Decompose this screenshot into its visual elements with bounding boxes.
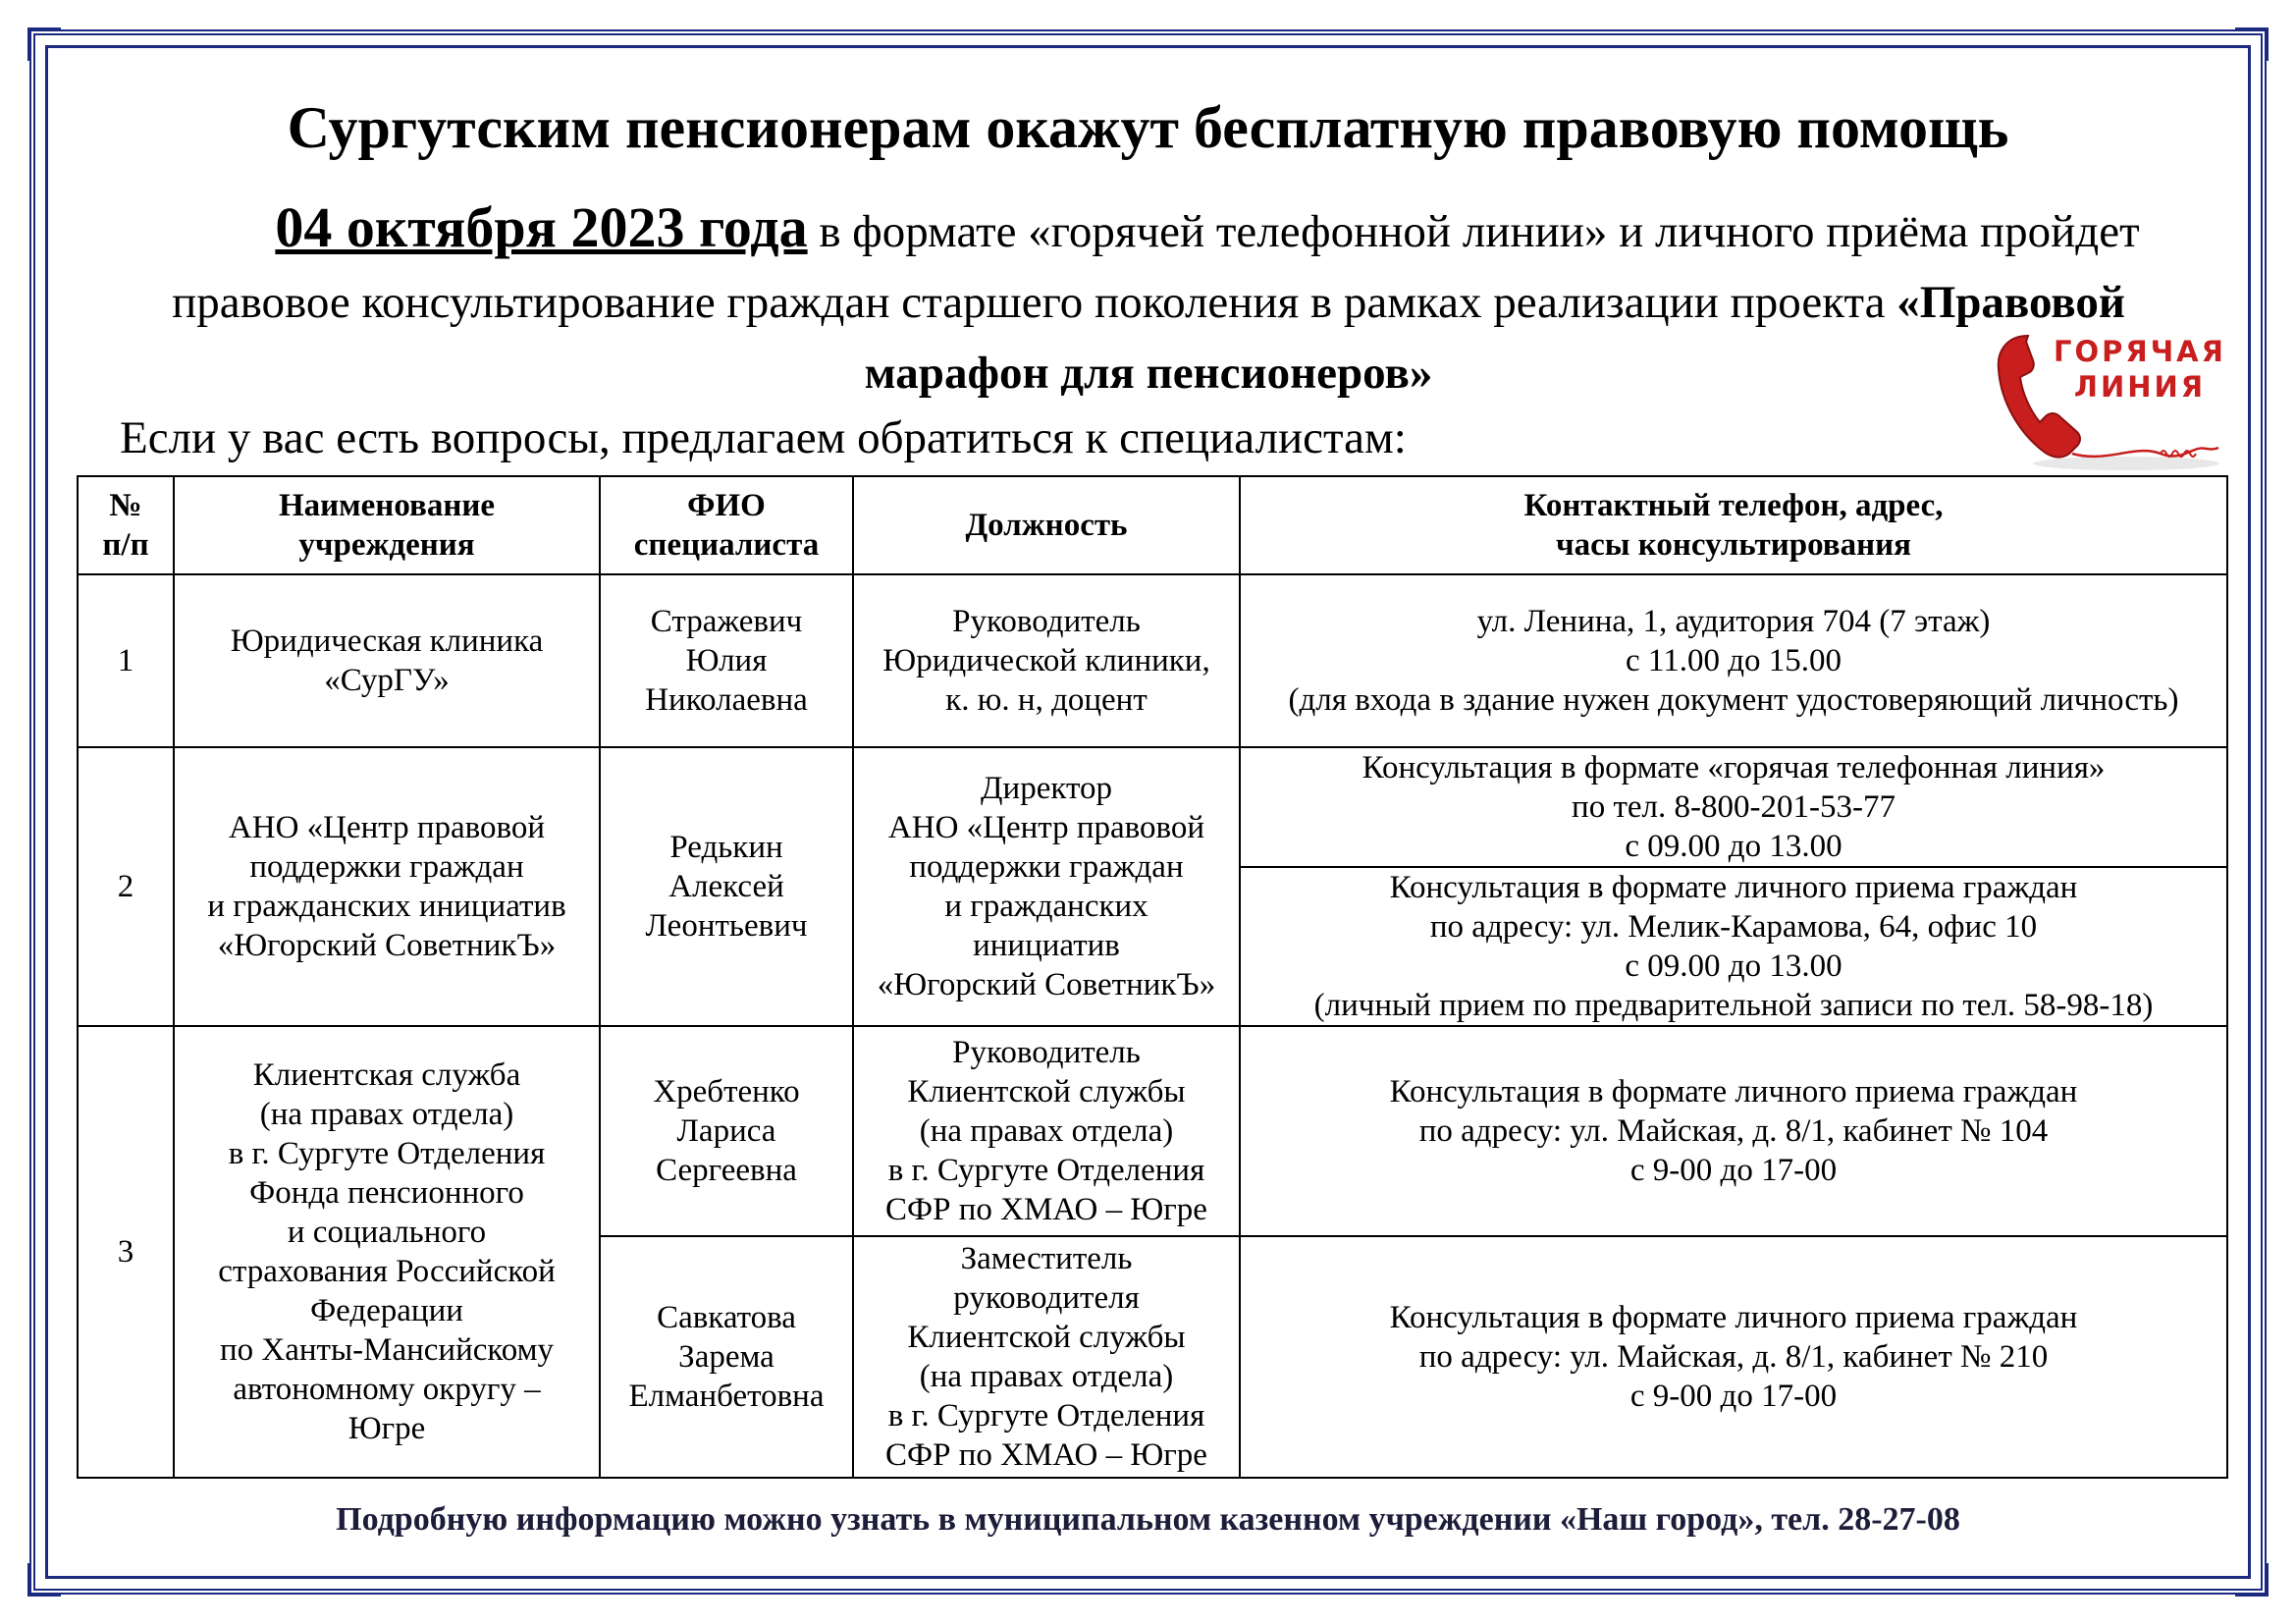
table-row [78,1026,2227,1236]
header-num: № п/п [78,476,174,574]
specialist-name-cell: Хребтенко Лариса Сергеевна [600,1026,853,1236]
contact-cell: Консультация в формате личного приема граждан по адресу: ул. Майская, д. 8/1, кабинет № 104 с 9-00 до 17-00 [1240,1026,2227,1236]
header-position: Должность [853,476,1240,574]
border-corner-ornament [2235,27,2269,61]
row-num: 3 [78,1026,174,1478]
specialist-name-cell: Савкатова Зарема Елманбетовна [600,1236,853,1478]
position-cell: Руководитель Клиентской службы (на правах отдела) в г. Сургуте Отделения СФР по ХМАО – Югре [853,1026,1240,1236]
page-title: Сургутским пенсионерам окажут бесплатную правовую помощь [287,95,2009,160]
hotline-badge [1989,316,2224,473]
specialist-name-cell: Стражевич Юлия Николаевна [600,574,853,747]
intro-paragraph [147,192,2150,408]
position-cell: Руководитель Юридической клиники, к. ю. н, доцент [853,574,1240,747]
header-name: ФИО специалиста [600,476,853,574]
call-to-action-text: Если у вас есть вопросы, предлагаем обратиться к специалистам: [120,412,1407,463]
border-corner-ornament [27,27,61,61]
row-num: 2 [78,747,174,1026]
position-cell: Заместитель руководителя Клиентской службы (на правах отдела) в г. Сургуте Отделения СФР по ХМАО – Югре [853,1236,1240,1478]
institution-cell: Клиентская служба (на правах отдела) в г. Сургуте Отделения Фонда пенсионного и социального страхования Российской Федерации по Ханты-Мансийскому автономному округу – Югре [174,1026,600,1478]
border-corner-ornament [2235,1563,2269,1597]
position-cell: Директор АНО «Центр правовой поддержки граждан и гражданских инициатив «Югорский СоветникЪ» [853,747,1240,1026]
contact-cell: ул. Ленина, 1, аудитория 704 (7 этаж) с 11.00 до 15.00 (для входа в здание нужен документ удостоверяющий личность) [1240,574,2227,747]
table-row [78,574,2227,747]
contact-cell: Консультация в формате личного приема граждан по адресу: ул. Майская, д. 8/1, кабинет № 210 с 9-00 до 17-00 [1240,1236,2227,1478]
contact-cell: Консультация в формате личного приема граждан по адресу: ул. Мелик-Карамова, 64, офис 10 с 09.00 до 13.00 (личный прием по предварительной записи по тел. 58-98-18) [1240,867,2227,1026]
contact-cell: Консультация в формате «горячая телефонная линия» по тел. 8-800-201-53-77 с 09.00 до 13.00 [1240,747,2227,867]
project-name: «Правовой марафон для пенсионеров» [864,277,2125,399]
specialist-name-cell: Редькин Алексей Леонтьевич [600,747,853,1026]
table-header-row [78,476,2227,574]
institution-cell: Юридическая клиника «СурГУ» [174,574,600,747]
header-institution: Наименование учреждения [174,476,600,574]
specialists-table [77,475,2228,1479]
header-contact: Контактный телефон, адрес, часы консультирования [1240,476,2227,574]
hotline-label: ГОРЯЧАЯ ЛИНИЯ [2054,335,2226,404]
footer-info: Подробную информацию можно узнать в муниципальном казенном учреждении «Наш город», тел. 28-27-08 [336,1501,1960,1538]
border-corner-ornament [27,1563,61,1597]
table-row [78,747,2227,867]
institution-cell: АНО «Центр правовой поддержки граждан и гражданских инициатив «Югорский СоветникЪ» [174,747,600,1026]
event-date: 04 октября 2023 года [275,195,808,259]
row-num: 1 [78,574,174,747]
intro-text: в формате «горячей телефонной линии» и личного приёма пройдет правовое консультирование граждан старшего поколения в рамках реализации проекта [172,206,2140,328]
